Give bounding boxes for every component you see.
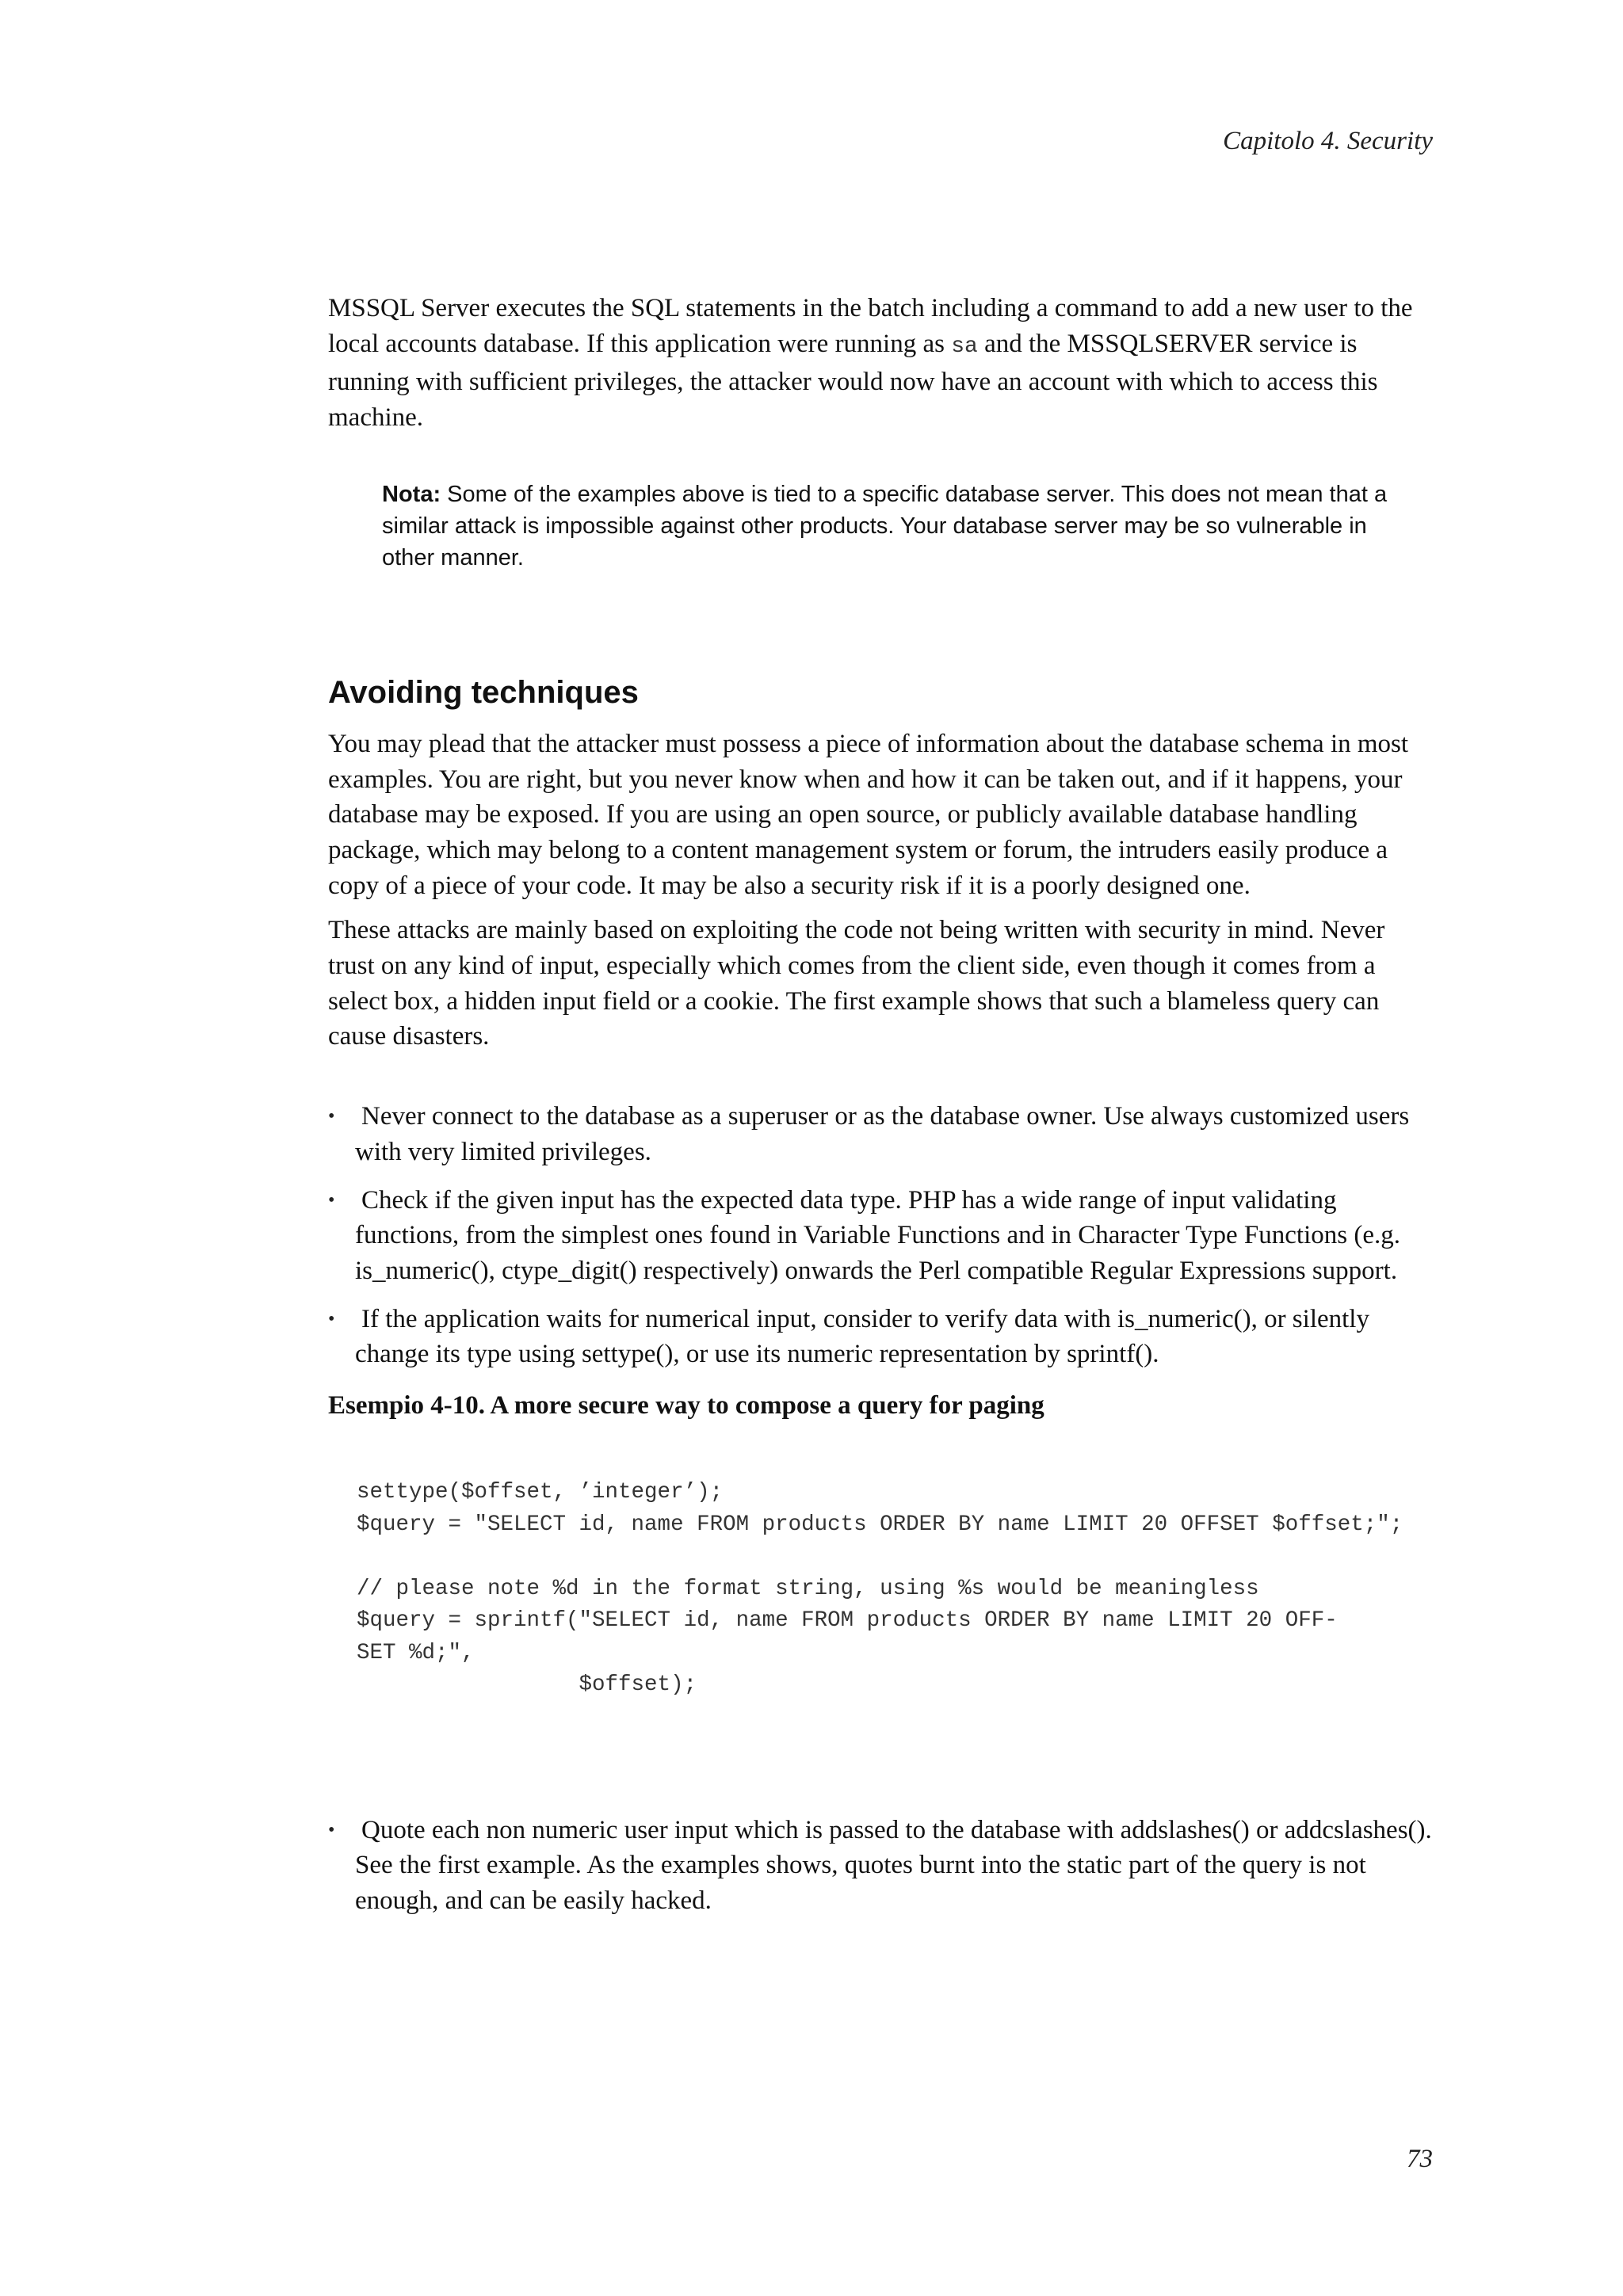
inline-code-sa: sa [951, 334, 978, 359]
page-number: 73 [1407, 2145, 1433, 2173]
note-label: Nota: [382, 481, 441, 507]
bullet-list-final [328, 1813, 1438, 1919]
bullet-icon: • [328, 1106, 335, 1127]
list-item-text: Check if the given input has the expected data type. PHP has a wide range of input validating functions, from the simplest ones found in Variable Functions and in Character Type Functions (e.g. is_numeric(), ctype_digit() respectively) onwards the Perl compatible Regular Expressions support. [355, 1185, 1400, 1285]
list-item [328, 1302, 1438, 1372]
page-content [328, 291, 1438, 1932]
body-paragraph-2: These attacks are mainly based on exploiting the code not being written with security in mind. Never trust on any kind of input, especially which comes from the client side, even though it comes from a select box, a hidden input field or a cookie. The first example shows that such a blameless query can cause disasters. [328, 916, 1385, 1051]
list-item-text: If the application waits for numerical input, consider to verify data with is_numeric(), or silently change its type using settype(), or use its numeric representation by sprintf(). [355, 1304, 1369, 1369]
intro-paragraph [328, 291, 1438, 436]
list-item-text: Quote each non numeric user input which is passed to the database with addslashes() or addcslashes(). See the first example. As the examples shows, quotes burnt into the static part of the query is not enough, and can be easily hacked. [355, 1815, 1432, 1915]
list-item [328, 1183, 1438, 1289]
note-text: Some of the examples above is tied to a specific database server. This does not mean that a similar attack is impossible against other products. Your database server may be so vulnerable in other manner. [382, 481, 1388, 570]
code-listing: settype($offset, ’integer’); $query = "SELECT id, name FROM products ORDER BY name LIMIT 20 OFFSET $offset;"; // please note %d in the format string, using %s would be meaningless $query = sprintf("SELECT id, name FROM products ORDER BY name LIMIT 20 OFF- SET %d;", $offset); [357, 1480, 1403, 1698]
body-paragraph-1: You may plead that the attacker must possess a piece of information about the database schema in most examples. You are right, but you never know when and how it can be taken out, and if it happens, your database may be exposed. If you are using an open source, or publicly available database handling package, which may belong to a content management system or forum, the intruders easily produce a copy of a piece of your code. It may be also a security risk if it is a poorly designed one. [328, 729, 1409, 900]
section-heading: Avoiding techniques [328, 674, 639, 710]
bullet-icon: • [328, 1189, 335, 1211]
list-item-text: Never connect to the database as a superuser or as the database owner. Use always customized users with very limited privileges. [355, 1102, 1410, 1166]
bullet-icon: • [328, 1308, 335, 1329]
intro-text-part1: MSSQL Server executes the SQL statements in the batch including a command to add a new user to the local accounts database. If this application were running as [328, 294, 1413, 358]
bullet-list [328, 1099, 1438, 1372]
intro-text-part2: and the MSSQLSERVER service is running with sufficient privileges, the attacker would now have an account with which to access this machine. [328, 329, 1378, 433]
note-block [382, 479, 1412, 574]
running-head: Capitolo 4. Security [1223, 127, 1433, 155]
example-title: Esempio 4-10. A more secure way to compose a query for paging [328, 1391, 1044, 1421]
list-item [328, 1813, 1438, 1919]
bullet-icon: • [328, 1819, 335, 1840]
list-item [328, 1099, 1438, 1169]
